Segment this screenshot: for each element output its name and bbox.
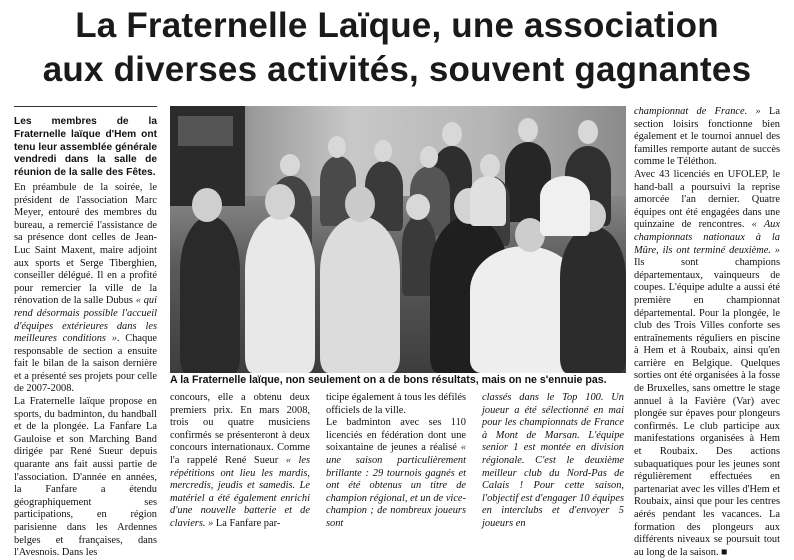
photo-figure [320,216,400,373]
photo-figure-head [280,154,300,176]
headline-line-1: La Fraternelle Laïque, une association [75,6,719,45]
quote: classés dans le Top 100. Un joueur a été sélectionné en mai pour les championnats de France à Mont de Marsan. L'équipe senior 1 est montée en division régionale. C'est le deuxième meilleur club du Nord-Pas de Calais ! Pour cette saison, l'objectif est d'engager 10 équipes en interclubs et d'envoyer 5 joueurs en [482,392,624,529]
paragraph [482,392,624,531]
paragraph [326,417,466,530]
photo-figure-head [192,188,222,222]
photo-caption: A la Fraternelle laïque, non seulement on a de bons résultats, mais on ne s'ennuie pas. [170,374,607,386]
photo-figure-head [442,122,462,146]
quote: « les répétitions ont lieu les mardis, mercredis, jeudis et samedis. Le matériel a été également enrichi d'une nouvelle batterie et de claviers. » [170,454,310,529]
article-column-bottom-1 [170,392,310,531]
article-column-bottom-3 [482,392,624,531]
photo-figure [560,226,626,373]
end-mark: ■ [721,546,728,558]
paragraph-text: . Chaque responsable de section a ensuite fait le bilan de la saison dernière et a présenté ses projets pour celle de 2007-2008. [14,333,157,395]
photo-figure [540,176,590,236]
quote: « une saison particulièrement brillante : 29 tournois gagnés et ont été obtenus un titre de champion régional, et un de vice-champion ; de nombreux joueurs sont [326,442,466,529]
photo-figure-head [345,186,375,222]
paragraph: ticipe également à tous les défilés officiels de la ville. [326,392,466,416]
headline [0,4,794,92]
photo-figure [470,176,506,226]
article-column-left [14,116,157,560]
photo-figure-head [406,194,430,220]
paragraph-text: Le badminton avec ses 110 licenciés en fédération dont une soixantaine de jeunes a réalisé [326,417,466,454]
photo-figure [180,216,240,373]
paragraph: La Fraternelle laïque propose en sports, du badminton, du handball et de la plongée. La Fanfare La Gauloise et son Marching Band dirigée par René Sueur depuis quarante ans fait aussi partie de l'association. D'année en années, la Fanfare a étendu géographiquement ses participations, en région parisienne dans les Ardennes belges et françaises, dans l'Avesnois. Dans les [14,396,157,559]
photo-figure-head [518,118,538,142]
article-column-right [634,106,780,559]
paragraph-text: La section loisirs fonctionne bien également et le tournoi annuel des familles remporte autant de succès comme le Téléthon. [634,106,781,168]
headline-line-2: aux diverses activités, souvent gagnantes [42,50,752,89]
paragraph-text: Avec 43 licenciés en UFOLEP, le hand-ball a poursuivi la reprise amorcée l'an dernier. Quatre équipes ont été engagées dans une quinzaine de rencontres. [634,168,780,231]
photo-figure [245,214,315,373]
photo-figure-head [578,120,598,144]
photo-figure-head [374,140,392,162]
column-rule [14,106,157,107]
photo-figure-head [265,184,295,220]
paragraph [634,106,780,169]
quote: « qui rend désormais possible l'accueil d'équipes extérieures dans les meilleures conditions » [14,295,157,345]
quote: championnat de France. » [634,106,761,117]
article-lead: Les membres de la Fraternelle laïque d'Hem ont tenu leur assemblée générale vendredi dans la salle de réunion de la salle des Fêtes. [14,116,157,179]
photo-figure-head [480,154,500,178]
article-column-bottom-2 [326,392,466,531]
photo-figure-head [420,146,438,168]
paragraph-text: La Fanfare par- [213,517,281,529]
paragraph-text: Ils sont champions départementaux, vainqueurs de coupes. L'équipe adulte a aussi été première en championnat départemental. Pour la plongée, le club des Trois Villes conforte ses entraînements réguliers en piscine à Hem et à Roubaix, ainsi qu'en carrière en Belgique. Quelques sorties ont été organisées à la fosse de Bruxelles, sans omettre le stage annuel à la Favière (Var) avec plongée sur épaves pour plongeurs confirmés. Le club participe aux manifestations organisées à Hem et Roubaix. Des actions subaquatiques pour les jeunes sont régulièrement effectuées en partenariat avec les villes d'Hem et Roubaix, ainsi que pour les centres aérés pendant les vacances. La formation des plongeurs aux différents niveaux se poursuit tout au long de la saison. [634,257,780,558]
paragraph [634,169,780,559]
paragraph [170,392,310,531]
quote: « Aux championnats nationaux à la Mûre, ils ont terminé deuxième. » [634,219,780,256]
group-photo [170,106,626,373]
paragraph-text: concours, elle a obtenu deux premiers prix. En mars 2008, trois ou quatre musiciens confirmés se présenteront à deux concours internationaux. Comme l'a rappelé René Sueur [170,392,310,466]
photo-figure-head [328,136,346,158]
paragraph-text: En préambule de la soirée, le président de l'association Marc Meyer, entouré des membres du bureau, a remercié l'assistance de sa présence dont celles de Jean-Luc Saint Maxent, maire adjoint aux sports et Serge Tiberghien, conseiller délégué. Il en a profité pour remercier la ville de la rénovation de la salle Dubus [14,181,157,307]
paragraph [14,182,157,396]
